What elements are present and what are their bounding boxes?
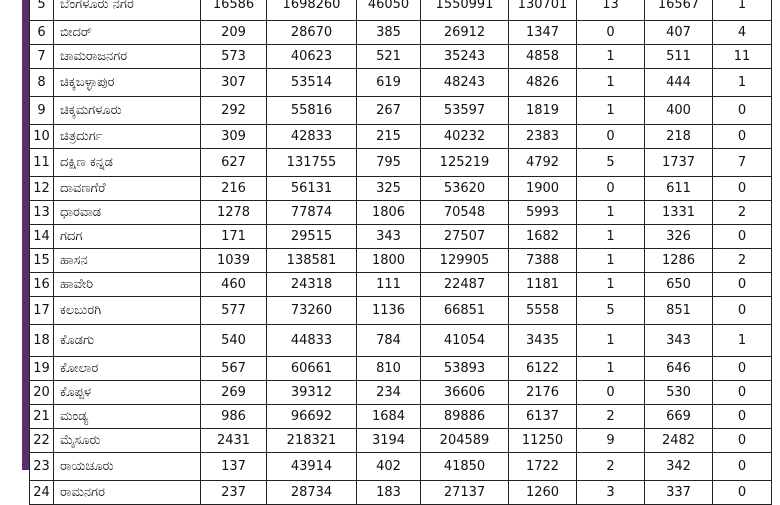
table-row [30, 225, 772, 249]
value-cell-c3: 234 [357, 381, 421, 405]
value-cell-c7: 218 [645, 125, 713, 149]
value-cell-c1: 292 [201, 97, 267, 125]
value-cell-c7: 511 [645, 45, 713, 69]
district-name-cell: ರಾಯಚೂರು [54, 453, 201, 481]
value-cell-c4: 1550991 [421, 0, 509, 21]
value-cell-c2: 96692 [267, 405, 357, 429]
value-cell-c2: 42833 [267, 125, 357, 149]
serial-number-cell: 5 [30, 0, 54, 21]
value-cell-c7: 400 [645, 97, 713, 125]
table-body [30, 0, 772, 505]
serial-number-cell: 19 [30, 357, 54, 381]
table-row [30, 69, 772, 97]
value-cell-c1: 567 [201, 357, 267, 381]
value-cell-c4: 27507 [421, 225, 509, 249]
value-cell-c8: 2 [713, 249, 772, 273]
value-cell-c4: 40232 [421, 125, 509, 149]
value-cell-c3: 1800 [357, 249, 421, 273]
district-name-cell: ಮಂಡ್ಯ [54, 405, 201, 429]
value-cell-c1: 269 [201, 381, 267, 405]
serial-number-cell: 7 [30, 45, 54, 69]
value-cell-c5: 1260 [509, 481, 577, 505]
value-cell-c3: 1684 [357, 405, 421, 429]
value-cell-c3: 795 [357, 149, 421, 177]
table-row [30, 429, 772, 453]
value-cell-c6: 1 [577, 45, 645, 69]
district-name-cell: ಬೆಂಗಳೂರು ನಗರ [54, 0, 201, 21]
value-cell-c2: 138581 [267, 249, 357, 273]
value-cell-c2: 39312 [267, 381, 357, 405]
district-data-table [29, 0, 772, 505]
value-cell-c8: 0 [713, 225, 772, 249]
value-cell-c2: 55816 [267, 97, 357, 125]
serial-number-cell: 23 [30, 453, 54, 481]
serial-number-cell: 12 [30, 177, 54, 201]
serial-number-cell: 18 [30, 325, 54, 357]
value-cell-c4: 53893 [421, 357, 509, 381]
value-cell-c4: 66851 [421, 297, 509, 325]
value-cell-c7: 1737 [645, 149, 713, 177]
value-cell-c8: 0 [713, 273, 772, 297]
value-cell-c3: 183 [357, 481, 421, 505]
district-name-cell: ಮೈಸೂರು [54, 429, 201, 453]
value-cell-c1: 137 [201, 453, 267, 481]
value-cell-c2: 131755 [267, 149, 357, 177]
table-row [30, 481, 772, 505]
value-cell-c4: 204589 [421, 429, 509, 453]
value-cell-c7: 2482 [645, 429, 713, 453]
value-cell-c8: 1 [713, 0, 772, 21]
value-cell-c5: 6122 [509, 357, 577, 381]
value-cell-c1: 573 [201, 45, 267, 69]
value-cell-c5: 1722 [509, 453, 577, 481]
district-name-cell: ಗದಗ [54, 225, 201, 249]
table-row [30, 381, 772, 405]
value-cell-c1: 540 [201, 325, 267, 357]
value-cell-c4: 36606 [421, 381, 509, 405]
district-name-cell: ಧಾರವಾಡ [54, 201, 201, 225]
value-cell-c6: 1 [577, 325, 645, 357]
value-cell-c1: 1278 [201, 201, 267, 225]
value-cell-c6: 9 [577, 429, 645, 453]
value-cell-c5: 4858 [509, 45, 577, 69]
value-cell-c8: 0 [713, 297, 772, 325]
value-cell-c8: 0 [713, 429, 772, 453]
district-name-cell: ಚಿತ್ರದುರ್ಗ [54, 125, 201, 149]
value-cell-c6: 5 [577, 297, 645, 325]
serial-number-cell: 24 [30, 481, 54, 505]
district-name-cell: ಚಿಕ್ಕಬಳ್ಳಾಪುರ [54, 69, 201, 97]
value-cell-c5: 4826 [509, 69, 577, 97]
value-cell-c6: 2 [577, 405, 645, 429]
district-name-cell: ದಕ್ಷಿಣ ಕನ್ನಡ [54, 149, 201, 177]
value-cell-c4: 35243 [421, 45, 509, 69]
value-cell-c8: 2 [713, 201, 772, 225]
table-row [30, 149, 772, 177]
serial-number-cell: 21 [30, 405, 54, 429]
value-cell-c3: 343 [357, 225, 421, 249]
serial-number-cell: 13 [30, 201, 54, 225]
value-cell-c7: 530 [645, 381, 713, 405]
value-cell-c6: 0 [577, 381, 645, 405]
value-cell-c6: 1 [577, 273, 645, 297]
table-row [30, 297, 772, 325]
value-cell-c3: 385 [357, 21, 421, 45]
serial-number-cell: 8 [30, 69, 54, 97]
value-cell-c6: 0 [577, 21, 645, 45]
district-name-cell: ಚಿಕ್ಕಮಗಳೂರು [54, 97, 201, 125]
value-cell-c4: 53597 [421, 97, 509, 125]
value-cell-c4: 89886 [421, 405, 509, 429]
value-cell-c3: 325 [357, 177, 421, 201]
value-cell-c5: 2176 [509, 381, 577, 405]
value-cell-c2: 60661 [267, 357, 357, 381]
district-name-cell: ಹಾವೇರಿ [54, 273, 201, 297]
serial-number-cell: 15 [30, 249, 54, 273]
value-cell-c5: 5558 [509, 297, 577, 325]
value-cell-c7: 1286 [645, 249, 713, 273]
serial-number-cell: 22 [30, 429, 54, 453]
value-cell-c4: 129905 [421, 249, 509, 273]
value-cell-c7: 650 [645, 273, 713, 297]
value-cell-c3: 267 [357, 97, 421, 125]
serial-number-cell: 14 [30, 225, 54, 249]
value-cell-c5: 1181 [509, 273, 577, 297]
table-row [30, 45, 772, 69]
value-cell-c4: 22487 [421, 273, 509, 297]
value-cell-c1: 986 [201, 405, 267, 429]
serial-number-cell: 9 [30, 97, 54, 125]
value-cell-c7: 444 [645, 69, 713, 97]
table-row [30, 97, 772, 125]
value-cell-c7: 646 [645, 357, 713, 381]
value-cell-c8: 0 [713, 381, 772, 405]
value-cell-c7: 851 [645, 297, 713, 325]
value-cell-c7: 337 [645, 481, 713, 505]
value-cell-c7: 326 [645, 225, 713, 249]
value-cell-c2: 56131 [267, 177, 357, 201]
serial-number-cell: 11 [30, 149, 54, 177]
value-cell-c6: 0 [577, 177, 645, 201]
serial-number-cell: 10 [30, 125, 54, 149]
serial-number-cell: 17 [30, 297, 54, 325]
value-cell-c4: 125219 [421, 149, 509, 177]
value-cell-c5: 6137 [509, 405, 577, 429]
value-cell-c7: 343 [645, 325, 713, 357]
value-cell-c5: 1819 [509, 97, 577, 125]
value-cell-c8: 0 [713, 405, 772, 429]
table-row [30, 177, 772, 201]
value-cell-c5: 3435 [509, 325, 577, 357]
value-cell-c2: 1698260 [267, 0, 357, 21]
value-cell-c8: 0 [713, 125, 772, 149]
value-cell-c6: 1 [577, 97, 645, 125]
value-cell-c1: 307 [201, 69, 267, 97]
value-cell-c8: 11 [713, 45, 772, 69]
value-cell-c8: 0 [713, 97, 772, 125]
serial-number-cell: 6 [30, 21, 54, 45]
value-cell-c2: 43914 [267, 453, 357, 481]
value-cell-c1: 209 [201, 21, 267, 45]
value-cell-c3: 810 [357, 357, 421, 381]
value-cell-c2: 40623 [267, 45, 357, 69]
value-cell-c1: 1039 [201, 249, 267, 273]
value-cell-c7: 669 [645, 405, 713, 429]
value-cell-c1: 460 [201, 273, 267, 297]
value-cell-c1: 577 [201, 297, 267, 325]
district-name-cell: ದಾವಣಗೆರೆ [54, 177, 201, 201]
district-name-cell: ಬೀದರ್ [54, 21, 201, 45]
table-row [30, 0, 772, 21]
value-cell-c6: 1 [577, 201, 645, 225]
value-cell-c6: 1 [577, 249, 645, 273]
value-cell-c2: 218321 [267, 429, 357, 453]
district-name-cell: ಕೊಡಗು [54, 325, 201, 357]
value-cell-c8: 4 [713, 21, 772, 45]
value-cell-c3: 3194 [357, 429, 421, 453]
value-cell-c6: 5 [577, 149, 645, 177]
value-cell-c2: 44833 [267, 325, 357, 357]
value-cell-c5: 2383 [509, 125, 577, 149]
value-cell-c7: 407 [645, 21, 713, 45]
value-cell-c1: 627 [201, 149, 267, 177]
value-cell-c8: 0 [713, 177, 772, 201]
value-cell-c2: 73260 [267, 297, 357, 325]
table-row [30, 453, 772, 481]
value-cell-c5: 11250 [509, 429, 577, 453]
table-row [30, 125, 772, 149]
value-cell-c3: 46050 [357, 0, 421, 21]
value-cell-c5: 1347 [509, 21, 577, 45]
value-cell-c2: 24318 [267, 273, 357, 297]
value-cell-c6: 1 [577, 225, 645, 249]
value-cell-c3: 1806 [357, 201, 421, 225]
value-cell-c8: 0 [713, 481, 772, 505]
value-cell-c4: 41054 [421, 325, 509, 357]
value-cell-c8: 1 [713, 69, 772, 97]
value-cell-c2: 53514 [267, 69, 357, 97]
district-name-cell: ಕೊಪ್ಪಳ [54, 381, 201, 405]
value-cell-c2: 29515 [267, 225, 357, 249]
value-cell-c6: 13 [577, 0, 645, 21]
value-cell-c3: 784 [357, 325, 421, 357]
value-cell-c1: 309 [201, 125, 267, 149]
value-cell-c1: 171 [201, 225, 267, 249]
value-cell-c3: 619 [357, 69, 421, 97]
value-cell-c4: 70548 [421, 201, 509, 225]
value-cell-c5: 7388 [509, 249, 577, 273]
table-row [30, 201, 772, 225]
value-cell-c1: 2431 [201, 429, 267, 453]
value-cell-c4: 48243 [421, 69, 509, 97]
value-cell-c4: 27137 [421, 481, 509, 505]
value-cell-c1: 16586 [201, 0, 267, 21]
value-cell-c2: 28734 [267, 481, 357, 505]
value-cell-c6: 3 [577, 481, 645, 505]
value-cell-c3: 402 [357, 453, 421, 481]
table-row [30, 273, 772, 297]
value-cell-c3: 111 [357, 273, 421, 297]
value-cell-c7: 342 [645, 453, 713, 481]
value-cell-c4: 41850 [421, 453, 509, 481]
value-cell-c1: 216 [201, 177, 267, 201]
value-cell-c7: 611 [645, 177, 713, 201]
district-table-container [29, 0, 751, 505]
value-cell-c3: 521 [357, 45, 421, 69]
table-row [30, 325, 772, 357]
value-cell-c8: 7 [713, 149, 772, 177]
value-cell-c1: 237 [201, 481, 267, 505]
value-cell-c7: 16567 [645, 0, 713, 21]
value-cell-c8: 0 [713, 453, 772, 481]
value-cell-c6: 2 [577, 453, 645, 481]
value-cell-c3: 215 [357, 125, 421, 149]
value-cell-c5: 4792 [509, 149, 577, 177]
value-cell-c6: 0 [577, 125, 645, 149]
value-cell-c8: 0 [713, 357, 772, 381]
table-row [30, 405, 772, 429]
value-cell-c2: 77874 [267, 201, 357, 225]
district-name-cell: ಕಲಬುರಗಿ [54, 297, 201, 325]
table-row [30, 21, 772, 45]
district-name-cell: ರಾಮನಗರ [54, 481, 201, 505]
serial-number-cell: 20 [30, 381, 54, 405]
value-cell-c8: 1 [713, 325, 772, 357]
value-cell-c2: 28670 [267, 21, 357, 45]
value-cell-c5: 1682 [509, 225, 577, 249]
value-cell-c5: 5993 [509, 201, 577, 225]
table-row [30, 357, 772, 381]
value-cell-c6: 1 [577, 357, 645, 381]
table-row [30, 249, 772, 273]
value-cell-c3: 1136 [357, 297, 421, 325]
district-name-cell: ಕೋಲಾರ [54, 357, 201, 381]
value-cell-c5: 1900 [509, 177, 577, 201]
value-cell-c4: 53620 [421, 177, 509, 201]
value-cell-c5: 130701 [509, 0, 577, 21]
value-cell-c6: 1 [577, 69, 645, 97]
value-cell-c4: 26912 [421, 21, 509, 45]
district-name-cell: ಚಾಮರಾಜನಗರ [54, 45, 201, 69]
district-name-cell: ಹಾಸನ [54, 249, 201, 273]
value-cell-c7: 1331 [645, 201, 713, 225]
serial-number-cell: 16 [30, 273, 54, 297]
